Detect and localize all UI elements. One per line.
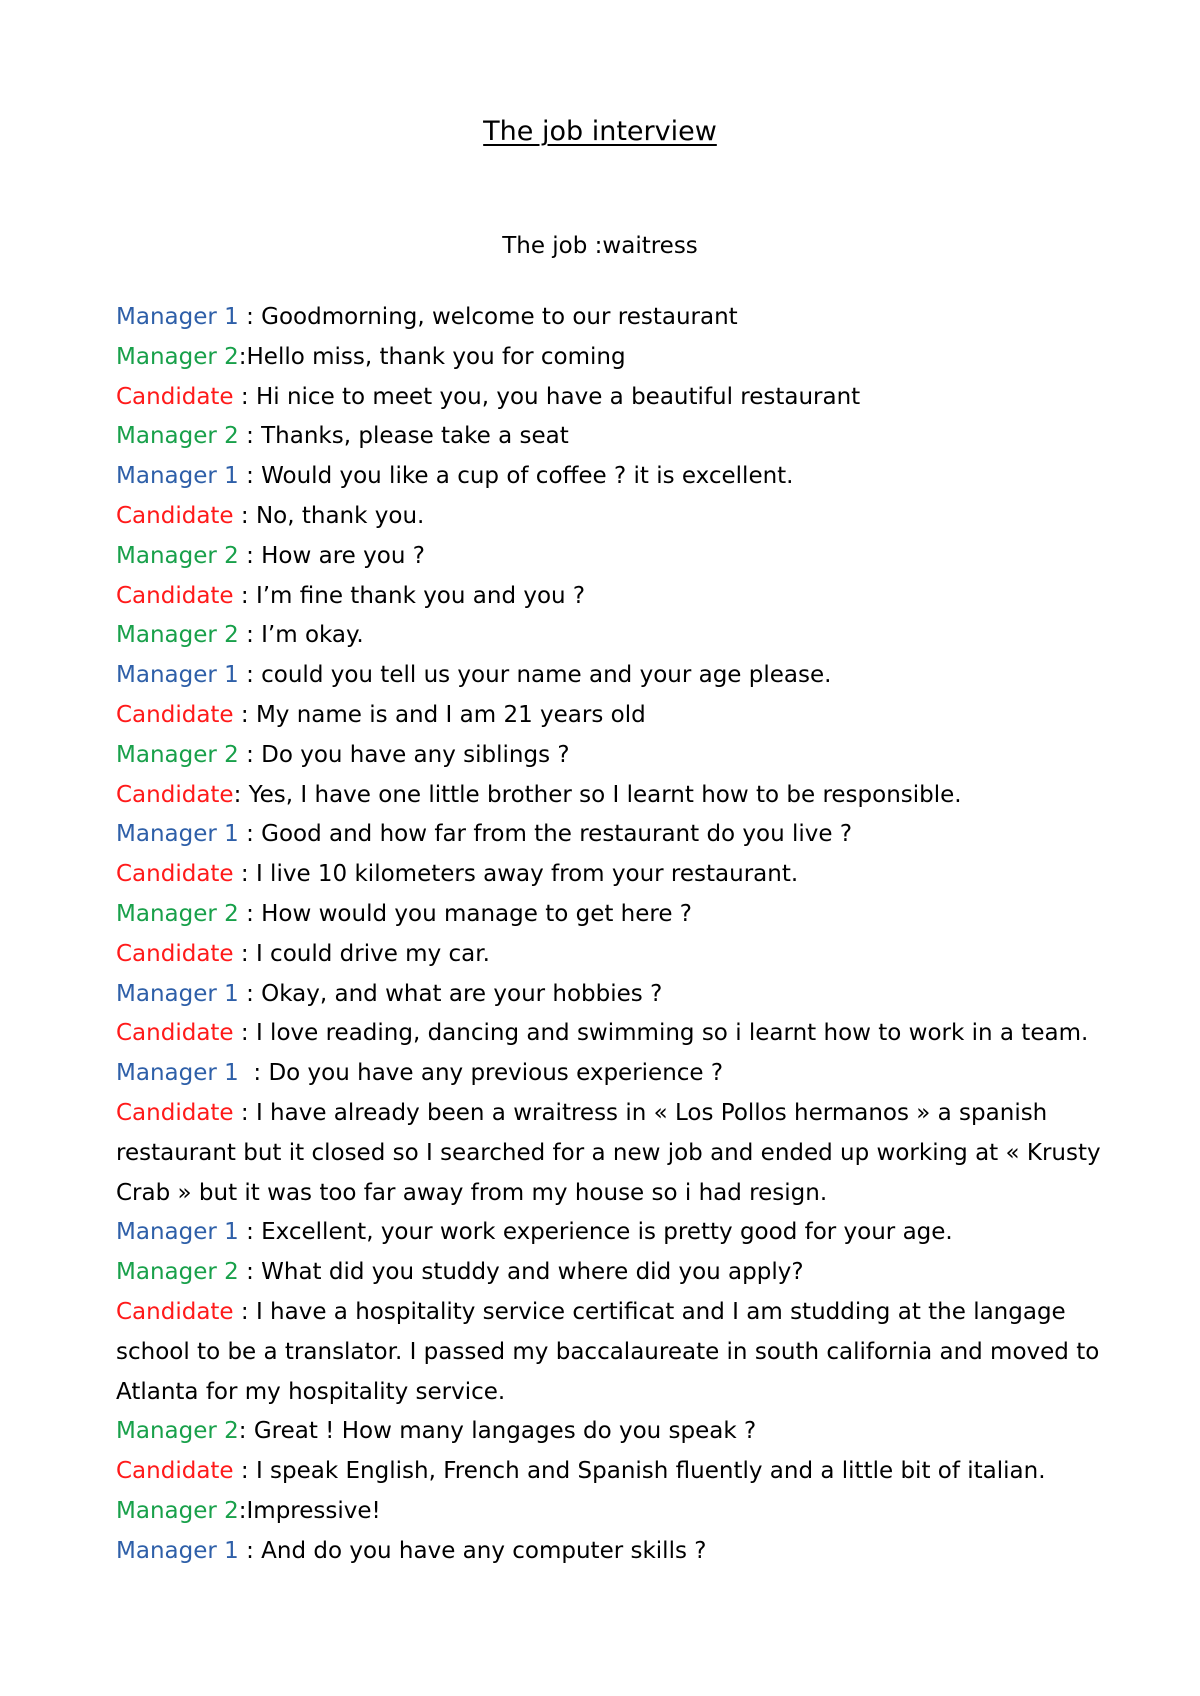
dialogue-line [116,656,1106,696]
speaker-label: Manager 1 [116,304,239,330]
speaker-label: Candidate [116,861,234,888]
speaker-label: Manager 1 [116,1537,239,1564]
speaker-label: Candidate [116,701,234,728]
dialogue-line [116,497,1106,537]
line-text: : How would you manage to get here ? [238,900,693,927]
line-text: : No, thank you. [233,502,425,529]
dialogue-line [116,776,1106,816]
speaker-label: Candidate [116,940,234,967]
dialogue-line [116,1532,1106,1572]
speaker-label: Manager 2 [116,741,239,768]
speaker-label: Manager 2 [116,343,239,370]
line-text: : I love reading, dancing and swimming so i learnt how to work in a team. [233,1020,1089,1047]
line-text: : I’m fine thank you and you ? [233,582,586,609]
dialogue-line [116,1054,1106,1094]
line-text: : Thanks, please take a seat [238,423,569,450]
line-text: : My name is and I am 21 years old [233,701,646,728]
dialogue-transcript [116,298,1106,1572]
speaker-label: Candidate [116,502,234,529]
dialogue-line [116,616,1106,656]
dialogue-line [116,935,1106,975]
dialogue-line [116,417,1106,457]
dialogue-line [116,1213,1106,1253]
speaker-label: Manager 2 [116,423,239,450]
dialogue-line [116,537,1106,577]
line-text: : And do you have any computer skills ? [238,1537,707,1564]
speaker-label: Manager 2 [116,1259,239,1286]
dialogue-line [116,457,1106,497]
dialogue-line [116,895,1106,935]
dialogue-line [116,855,1106,895]
dialogue-line [116,975,1106,1015]
dialogue-line [116,1094,1106,1213]
line-text: : could you tell us your name and your age please. [238,662,832,689]
line-text: : I live 10 kilometers away from your restaurant. [233,861,799,888]
line-text: : Excellent, your work experience is pretty good for your age. [238,1219,953,1246]
dialogue-line [116,298,1106,338]
dialogue-line [116,1492,1106,1532]
line-text: : Would you like a cup of coffee ? it is excellent. [238,463,794,490]
line-text: :Impressive! [238,1497,381,1524]
line-text: : I speak English, French and Spanish fluently and a little bit of italian. [233,1458,1046,1485]
line-text: : What did you studdy and where did you apply? [238,1259,804,1286]
speaker-label: Manager 2 [116,1497,239,1524]
speaker-label: Manager 2 [116,622,239,649]
dialogue-line [116,1293,1106,1412]
line-text: : Good and how far from the restaurant do you live ? [238,821,853,848]
speaker-label: Candidate [116,1458,234,1485]
speaker-label: Manager 1 [116,980,239,1007]
line-text: : Do you have any previous experience ? [238,1060,724,1087]
line-text: : Great ! How many langages do you speak ? [238,1418,757,1445]
speaker-label: Manager 2 [116,542,239,569]
speaker-label: Manager 1 [116,463,239,490]
document-subtitle: The job :waitress [502,233,698,259]
line-text: : I have already been a wraitress in « Los Pollos hermanos » a spanish restaurant but it closed so I searched for a new job and ended up working at « Krusty Crab » but it was too far away from my house so i had resign. [116,1099,1108,1206]
line-text: : Hi nice to meet you, you have a beautiful restaurant [233,383,861,410]
speaker-label: Manager 1 [116,1060,239,1087]
line-text: : I’m okay. [238,622,364,649]
speaker-label: Manager 2 [116,1418,239,1445]
title-text: The job interview [483,116,717,147]
line-text: : I could drive my car. [233,940,490,967]
speaker-label: Candidate [116,383,234,410]
speaker-label: Candidate [116,1099,234,1126]
dialogue-line [116,815,1106,855]
dialogue-line [116,1014,1106,1054]
dialogue-line [116,577,1106,617]
line-text: : Do you have any siblings ? [238,741,570,768]
line-text: : How are you ? [238,542,425,569]
dialogue-line [116,1253,1106,1293]
speaker-label: Candidate [116,781,234,808]
line-text: : Okay, and what are your hobbies ? [238,980,663,1007]
dialogue-line [116,1412,1106,1452]
dialogue-line [116,378,1106,418]
line-text: : I have a hospitality service certificat and I am studding at the langage school to be a translator. I passed my baccalaureate in south california and moved to Atlanta for my hospitality service. [116,1298,1107,1405]
line-text: :Hello miss, thank you for coming [238,343,626,370]
speaker-label: Manager 1 [116,1219,239,1246]
line-text: : Yes, I have one little brother so I learnt how to be responsible. [233,781,962,808]
speaker-label: Candidate [116,1298,234,1325]
speaker-label: Candidate [116,1020,234,1047]
line-text: : Goodmorning, welcome to our restaurant [238,304,738,330]
speaker-label: Manager 1 [116,662,239,689]
dialogue-line [116,696,1106,736]
dialogue-line [116,1452,1106,1492]
dialogue-line [116,338,1106,378]
speaker-label: Manager 1 [116,821,239,848]
dialogue-line [116,736,1106,776]
document-title [0,114,1200,150]
speaker-label: Candidate [116,582,234,609]
speaker-label: Manager 2 [116,900,239,927]
